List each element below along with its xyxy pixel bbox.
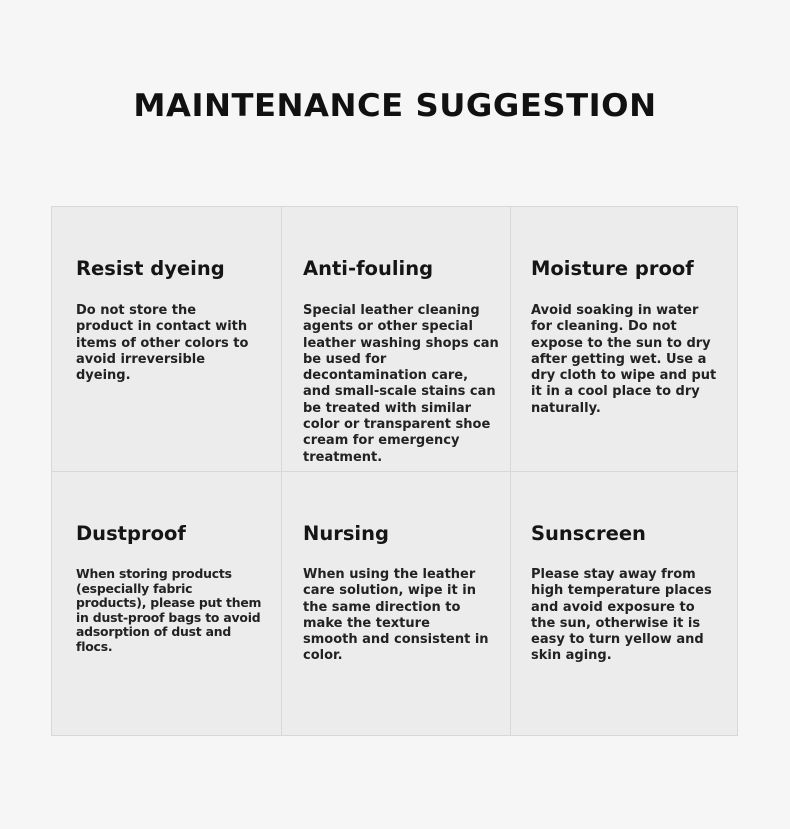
suggestion-text: Please stay away from high temperature places and avoid exposure to the sun, otherwise it is easy to turn yellow and skin aging. — [531, 567, 712, 664]
suggestion-text: Do not store the product in contact with items of other colors to avoid irreversible dyeing. — [76, 303, 249, 384]
suggestion-heading: Nursing — [303, 522, 389, 545]
suggestion-card-sunscreen — [511, 472, 737, 735]
suggestion-grid — [51, 206, 738, 736]
suggestion-text: Special leather cleaning agents or other special leather washing shops can be used for decontamination care, and small-scale stains can be treated with similar color or transparent shoe cream for emergency treatment. — [303, 303, 499, 465]
suggestion-heading: Moisture proof — [531, 257, 694, 280]
suggestion-heading: Resist dyeing — [76, 257, 225, 280]
suggestion-heading: Dustproof — [76, 522, 186, 545]
suggestion-card-nursing — [282, 472, 511, 735]
suggestion-text: Avoid soaking in water for cleaning. Do not expose to the sun to dry after getting wet. Use a dry cloth to wipe and put it in a cool place to dry naturally. — [531, 303, 717, 416]
suggestion-card-resist-dyeing — [52, 207, 282, 472]
suggestion-card-dustproof — [52, 472, 282, 735]
suggestion-heading: Anti-fouling — [303, 257, 434, 280]
suggestion-text: When using the leather care solution, wipe it in the same direction to make the texture smooth and consistent in color. — [303, 567, 489, 664]
page-title: MAINTENANCE SUGGESTION — [133, 88, 657, 124]
suggestion-card-moisture-proof — [511, 207, 737, 472]
suggestion-text: When storing products (especially fabric products), please put them in dust-proof bags to avoid adsorption of dust and flocs. — [76, 566, 262, 654]
suggestion-heading: Sunscreen — [531, 522, 646, 545]
suggestion-card-anti-fouling — [282, 207, 511, 472]
